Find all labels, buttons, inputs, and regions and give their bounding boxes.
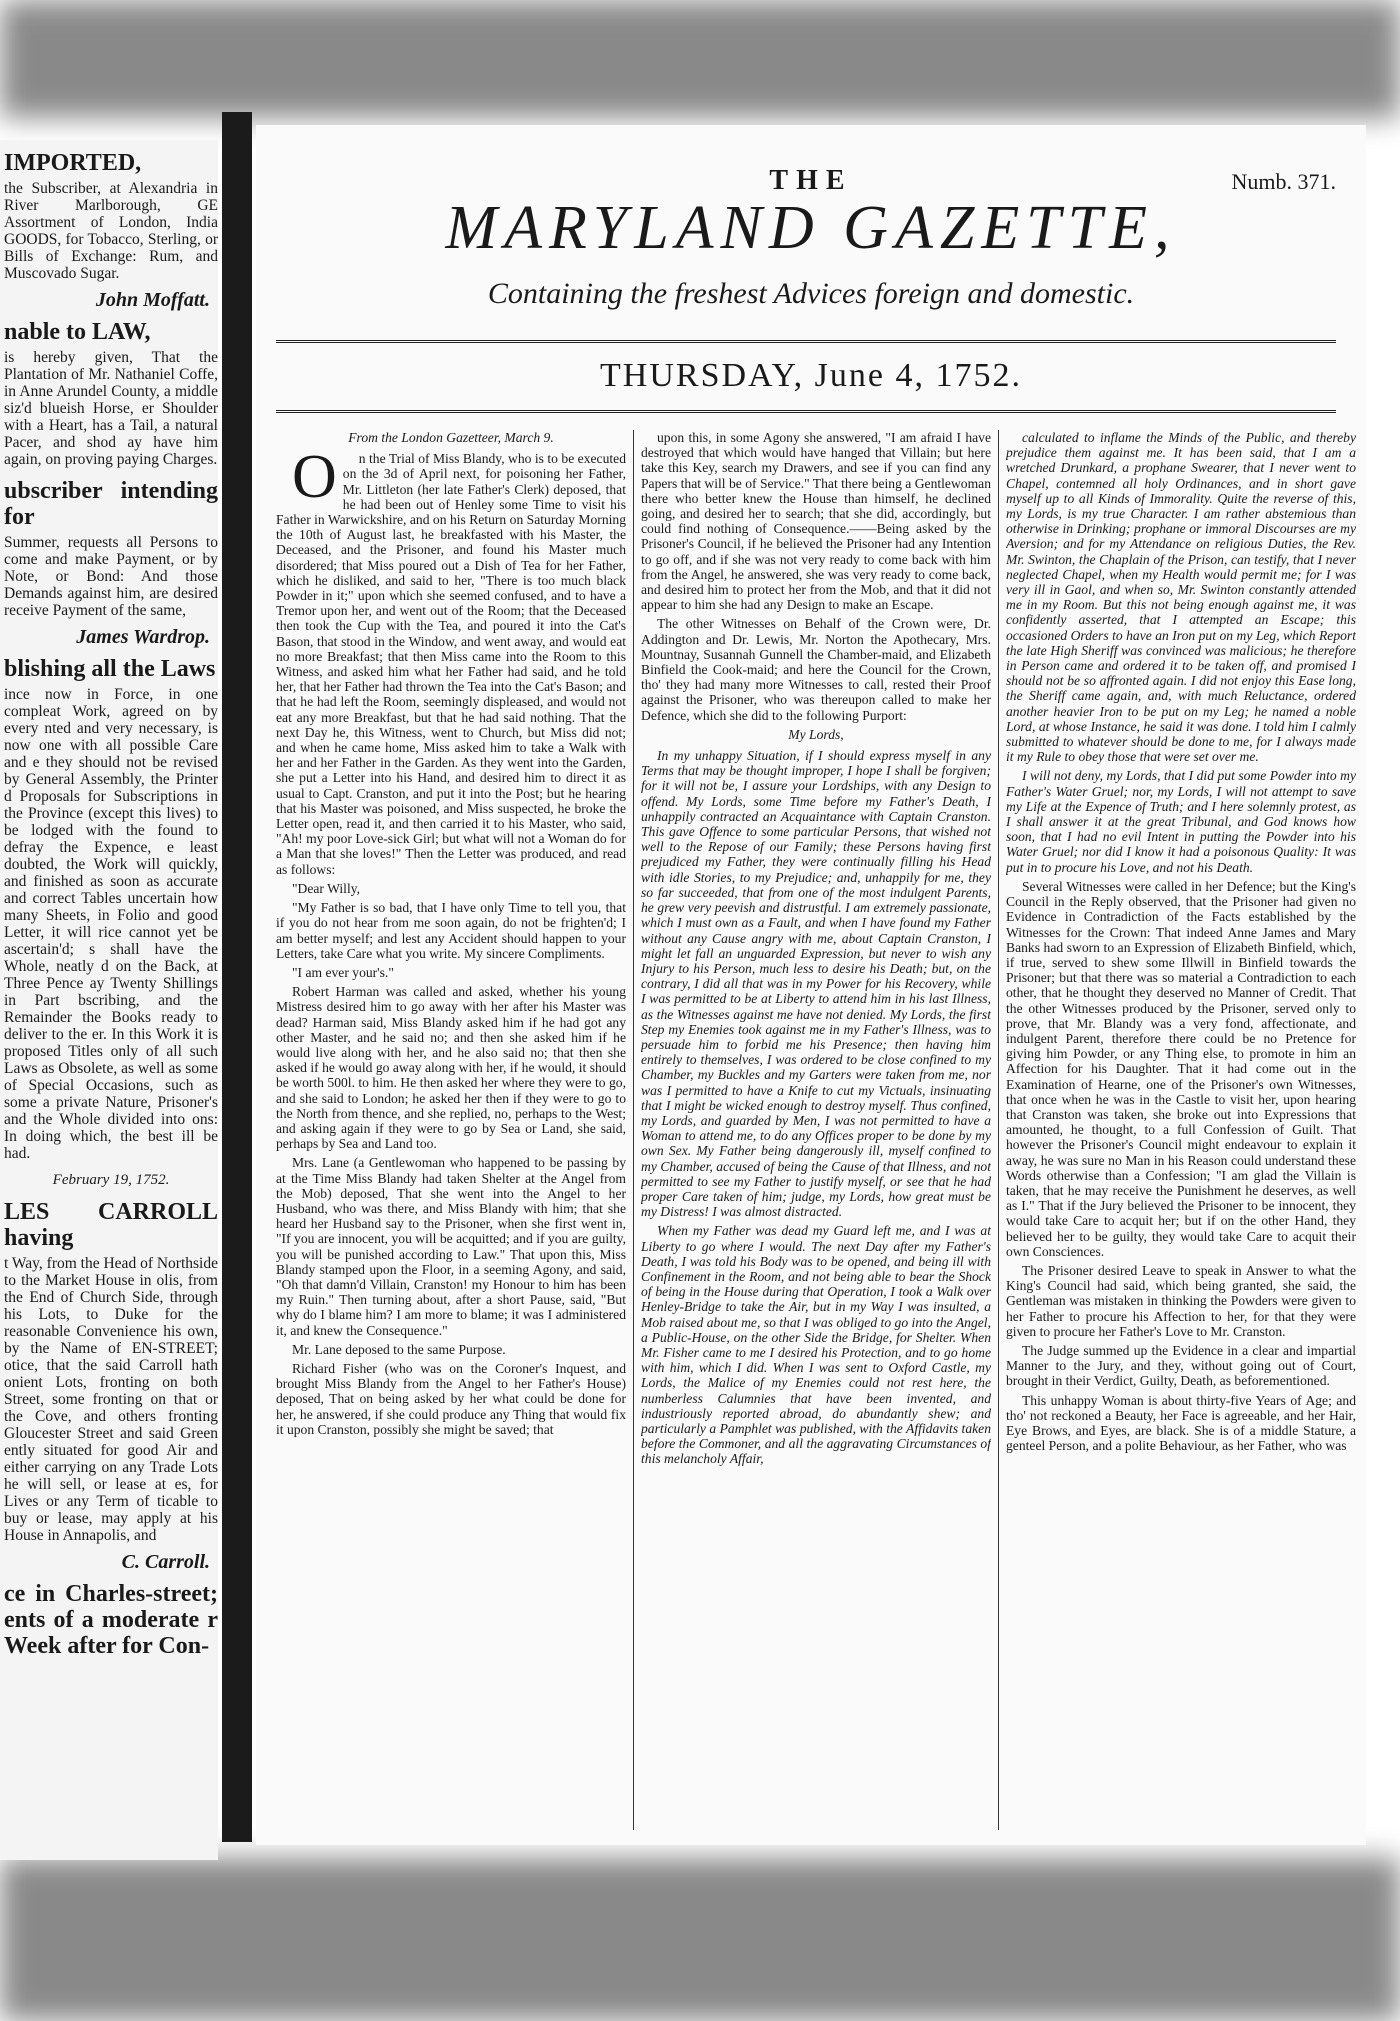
- paragraph: From the London Gazetteer, March 9.: [348, 430, 554, 445]
- paragraph: In my unhappy Situation, if I should express myself in any Terms that may be thought improper, I hope I shall be forgiven; for it will not be, I assure your Lordships, with any Design to offend. My Lords, some Time before my Father's Death, I unhappily contracted an Acquaintance with Captain Cranston. This gave Offence to some particular Persons, that wished not well to the Repose of our Family; these Persons having first prejudiced my Father, they were continually filling his Head with idle Stories, to my Prejudice; and, unhappily for me, they so far succeeded, that from one of the most indulgent Parents, he grew very peevish and distrustful. I am extremely passionate, which I must own as a Fault, and when I have found my Father without any Cause angry with me, about Captain Cranston, I might let fall an unguarded Expression, but never to wish any Injury to his Person, much less to desire his Death; but, on the contrary, I did all that was in my Power for his Recovery, while I was permitted to be at Liberty to attend him in his last Illness, as the Witnesses against me have not denied. My Lords, the first Step my Enemies took against me in my Father's Illness, was to persuade him to forbid me his Presence; then having him entirely to themselves, I was ordered to be close confined to my Chamber, my Buckles and my Garters were taken from me, nor was I permitted to have a Knife to cut my Victuals, insinuating that I might be wicked enough to destroy myself. Thus confined, my Lords, and guarded by Men, I was not permitted to have a Woman to attend me, to do any Offices proper to be done by my own Sex. My Father being dangerously ill, myself confined to my Chamber, accused of being the Cause of that Illness, and not permitted to see my Father to justify myself, or see that he had proper Care taken of him; judge, my Lords, how great must be my Distress! I was almost distracted.: [641, 748, 991, 1220]
- paragraph: upon this, in some Agony she answered, "I am afraid I have destroyed that which would have hanged that Villain; but here take this Key, search my Drawers, and see if you can find any Papers that will be of Service." That there being a Gentlewoman there who better knew the House than himself, he declined going, and desired her to search; that she did, accordingly, but could find nothing of Consequence.——Being asked by the Prisoner's Council, if he believed the Prisoner had any Intention to go off, and if she was not very ready to come back with him from the Angel, he answered, she was very ready to come back, and desired him to protect her from the Mob, and that it did not appear to him she had any Design to make an Escape.: [641, 430, 991, 613]
- page-gutter: [222, 112, 252, 1842]
- article-column-1: [276, 430, 626, 1840]
- paragraph: This unhappy Woman is about thirty-five Years of Age; and tho' not reckoned a Beauty, her Face is agreeable, and her Hair, Eye Brows, and Eyes, are black. She is of a middle Stature, a genteel Person, and a polite Behaviour, as her Father, who was: [1006, 1392, 1356, 1454]
- left-text-12: t Way, from the Head of Northside to the Market House in olis, from the End of Church Side, through his Lots, to Duke for the reasonable Convenience his own, by the Name of EN-STREET; otice, that the said Carroll hath onient Lots, fronting on both Street, some fronting on that or the Cove, and others fronting Gloucester Street and said Green ently situated for good Air and either carrying on any Trade Lots he will sell, or lease at es, for Lives or any Term of ticable to buy or lease, may apply at his House in Annapolis, and: [4, 1255, 218, 1544]
- left-big-11: LES CARROLL having: [4, 1199, 218, 1251]
- left-big-14: ce in Charles-street; ents of a moderate r Week after for Con-: [4, 1581, 218, 1659]
- left-page-fragment: [0, 140, 218, 1860]
- paragraph: "My Father is so bad, that I have only Time to tell you, that if you do not hear from me soon again, do not be frighten'd; I am better myself; and lest any Accident should happen to your Letters, take Care what you write. My sincere Compliments.: [276, 900, 626, 961]
- article-column-2: [641, 430, 991, 1840]
- paragraph: When my Father was dead my Guard left me, and I was at Liberty to go where I would. The next Day after my Father's Death, I was told his Body was to be opened, and being ill with Confinement in the Room, and not being able to bear the Shock of being in the House during that Operation, I took a Walk over Henley-Bridge to take the Air, but in my Way I was insulted, a Mob raised about me, so that I was obliged to go into the Angel, a Public-House, on the other Side the Bridge, for Shelter. When Mr. Fisher came to me I desired his Protection, and to go home with him, which I did. When I was sent to Oxford Castle, my Lords, the Malice of my Enemies could not rest here, the numberless Calumnies that have been invented, and industriously reported abroad, do abundantly shew; and particularly a Pamphlet was published, with the Affidavits taken before the Commoner, and all the aggravating Circumstances of this melancholy Affair,: [641, 1223, 991, 1467]
- rule-bottom: [276, 410, 1336, 413]
- left-big-5: ubscriber intending for: [4, 478, 218, 530]
- paragraph: On the Trial of Miss Blandy, who is to be executed on the 3d of April next, for poisoning her Father, Mr. Littleton (her late Father's Clerk) deposed, that he had been out of Henley some Time to visit his Father in Warwickshire, and on his Return on Saturday Morning the 10th of August last, he breakfasted with his Master, the Deceased, and the Prisoner, and found his Master much disordered; that Miss poured out a Dish of Tea for her Father, which he disliked, and said to her, "There is too much black Powder in it;" upon which she seemed confused, and to have a Tremor upon her, and went out of the Room; that the Deceased then took the Cup with the Tea, and poured it into the Cat's Bason, that stood in the Window, and went away, and would eat no more Breakfast; that then Miss came into the Room to this Witness, and asked him what her Father had said, and he told her, that her Father had thrown the Tea into the Cat's Bason; and that he had left the Room, seemingly displeased, and would not eat any more Breakfast, but that he had said nothing. That the next Day he, this Witness, went to Church, but Miss did not; and when he came home, Miss asked him to take a Walk with her and her Father in the Garden. As they went into the Garden, she put a Letter into his Hand, and desired him to direct it as usual to Capt. Cranston, and put it into the Post; but he hearing that his Master was poisoned, and Miss suspected, he broke the Letter open, read it, and then carried it to his Master, who said, "Ah! my poor Love-sick Girl; but what will not a Woman do for a Man that she loves!" Then the Letter was produced, and read as follows:: [276, 443, 626, 877]
- paragraph: "Dear Willy,: [292, 880, 361, 896]
- left-big-0: IMPORTED,: [4, 150, 142, 176]
- left-sig-2: John Moffatt.: [95, 289, 210, 311]
- scan-shadow-top: [0, 0, 1400, 118]
- paragraph: I will not deny, my Lords, that I did put some Powder into my Father's Water Gruel; nor, my Lords, I will not attempt to save my Life at the Expence of Truth; and I here solemnly protest, as I shall answer it at the great Tribunal, and God knows how soon, that I had no evil Intent in putting the Powder into his Water Gruel; nor did I know it had a poisonous Quality: It was put in to procure his Love, and not his Death.: [1006, 768, 1356, 875]
- gazette-page: [256, 125, 1366, 1845]
- masthead-subtitle: Containing the freshest Advices foreign and domestic.: [487, 277, 1135, 310]
- left-text-6: Summer, requests all Persons to come and make Payment, or by Note, or Bond: And those Demands against him, are desired receive Payment of the same,: [4, 534, 218, 619]
- masthead-the: THE: [769, 165, 853, 196]
- column-divider: [633, 430, 634, 1830]
- left-text-9: ince now in Force, in one compleat Work, agreed on by every nted and very necessary, is now one with all possible Care and e they should not be revised by General Assembly, the Printer d Proposals for Subscriptions in the Province (except this lives) to be lodged with the found to defray the Expence, e least doubted, the Work will quickly, and finished as soon as accurate and correct Tables uncertain how many Sheets, in Folio and good Letter, it will rice cannot yet be ascertain'd; s shall have the Whole, neatly d on the Back, at Three Pence ay Twenty Shillings in Part bscribing, and the Remainder the Books ready to deliver to the er. In this Work it is proposed Titles only of all such Laws as Obsolete, as well as some of Special Occasions, such as some a private Nature, Prisoner's and the Whole divided into ons: In doing which, the best ill be had.: [4, 686, 218, 1162]
- paragraph: Robert Harman was called and asked, whether his young Mistress desired him to go away with her after his Master was dead? Harman said, Miss Blandy asked him if he had got any other Master, and he said no; and then she asked him if he would live along with her, and he also said no; that then she asked if he would go away along with her, if he would, it should be worth 500l. to him. He then asked her where they were to go, and she said to London; he asked her then if they were to go to the North from thence, and she replied, no, perhaps to the West; and asking again if they were to go by Sea or Land, she said, perhaps by Sea and Land too.: [276, 984, 626, 1152]
- paragraph: The other Witnesses on Behalf of the Crown were, Dr. Addington and Dr. Lewis, Mr. Norton the Apothecary, Mrs. Mountnay, Susannah Gunnell the Chamber-maid, and Elizabeth Binfield the Cook-maid; and here the Council for the Crown, tho' they had many more Witnesses to call, rested their Proof against the Prisoner, who was thereupon called to make her Defence, which she did to the following Purport:: [641, 616, 991, 723]
- paragraph: calculated to inflame the Minds of the Public, and thereby prejudice them against me. It has been said, that I am a wretched Drunkard, a prophane Swearer, that I never went to Chapel, contemned all holy Ordinances, and in short gave myself up to all Kinds of Immorality. Quite the reverse of this, my Lords, is my true Character. I am rather abstemious than otherwise in Drinking; prophane or immoral Discourses are my Aversion; and for my Attendance on religious Duties, the Rev. Mr. Swinton, the Chaplain of the Prison, can testify, that I never neglected Chapel, when my Health would permit me; for I was very ill in Gaol, and when so, Mr. Swinton constantly attended me in my Room. But this not being enough against me, it was confidently asserted, that I attempted an Escape; this occasioned Orders to have an Iron put on my Leg, which Report the late High Sheriff was convinced was malicious; he therefore in Person came and ordered it to be taken off, and promised I should not be so affronted again. I did not enjoy this Ease long, the Sheriff came again, and, with much Reluctance, ordered another heavier Iron to be put on my Leg; he named a noble Lord, at whose Instance, he said it was done. I told him I calmly submitted to whatever should be done to me, for I always made it my Rule to obey those that were set over me.: [1006, 430, 1356, 765]
- left-text-4: is hereby given, That the Plantation of Mr. Nathaniel Coffe, in Anne Arundel County, a middle siz'd blueish Horse, er Shoulder with a Heart, has a Tail, a natural Pacer, and shod ay have him again, on proving paying Charges.: [4, 349, 218, 468]
- article-column-3: [1006, 430, 1356, 1840]
- paragraph: The Judge summed up the Evidence in a clear and impartial Manner to the Jury, and they, without going out of Court, brought in their Verdict, Guilty, Death, as beforementioned.: [1006, 1342, 1356, 1389]
- paragraph: Richard Fisher (who was on the Coroner's Inquest, and brought Miss Blandy from the Angel to her Father's House) deposed, That on being asked by her what could be done for her, he answered, if she could produce any Thing that would fix it upon Cranston, possibly she might be saved; that: [276, 1360, 626, 1437]
- rule-top: [276, 340, 1336, 343]
- left-sig-7: James Wardrop.: [76, 626, 210, 648]
- paragraph: My Lords,: [788, 726, 844, 742]
- left-big-3: nable to LAW,: [4, 319, 151, 345]
- left-sig-13: C. Carroll.: [121, 1551, 210, 1573]
- paragraph: The Prisoner desired Leave to speak in Answer to what the King's Council had said, which being granted, she said, the Gentleman was mistaken in thinking the Powders were given to her Father to procure his Affection to her, for that they were given to procure her Father's Love to Mr. Cranston.: [1006, 1262, 1356, 1339]
- left-big-8: blishing all the Laws: [4, 656, 216, 682]
- left-text-1: the Subscriber, at Alexandria in River Marlborough, GE Assortment of London, India GOODS, for Tobacco, Sterling, or Bills of Exchange: Rum, and Muscovado Sugar.: [4, 180, 218, 282]
- scan-shadow-bottom: [0, 1858, 1400, 2021]
- left-date-10: February 19, 1752.: [52, 1172, 170, 1188]
- paragraph: Mrs. Lane (a Gentlewoman who happened to be passing by at the Time Miss Blandy had taken Shelter at the Angel from the Mob) deposed, That she went into the Angel to her Husband, who was there, and Miss Blandy with him; that she heard her Husband say to the Prisoner, when she first went in, "If you are innocent, you will be acquitted; and if you are guilty, you will be punished according to Law." That upon this, Miss Blandy stamped upon the Floor, in a seeming Agony, and said, "Oh that damn'd Villain, Cranston! my Honour to him has been my Ruin." Then turning about, after a short Pause, said, "But why do I blame him? I am more to blame; it was I administered it, and knew the Consequence.": [276, 1155, 626, 1338]
- issue-number: Numb. 371.: [1231, 169, 1336, 194]
- masthead-title: MARYLAND GAZETTE,: [445, 194, 1177, 262]
- paragraph: "I am ever your's.": [292, 964, 394, 980]
- paragraph: Several Witnesses were called in her Defence; but the King's Council in the Reply observed, that the Prisoner had given no Evidence in Contradiction of the Facts established by the Witnesses for the Crown: That indeed Anne James and Mary Banks had sworn to an Expression of Elizabeth Binfield, which, if true, served to shew some Illwill in Binfield towards the Prisoner; but that there was so material a Contradiction to each other, that he thought they deserved no Manner of Credit. That the other Witnesses produced by the Prisoner, served only to prove, that Mr. Blandy was a very fond, affectionate, and indulgent Parent, therefore there could be no Pretence for giving him Powder, or any Thing else, to promote in him an Affection for his Daughter. That it had come out in the Examination of Hearne, one of the Prisoner's own Witnesses, that once when he was in the Castle to visit her, upon hearing that Cranston was taken, she broke out into Expressions that amounted, he thought, to a full Confession of Guilt. That however the Prisoner's Council might endeavour to explain it away, he was sure no Man in his Reason could understand these Words otherwise than a Confession; "I am glad the Villain is taken, that he may receive the Punishment he deserves, as well as I." That if the Jury believed the Prisoner to be innocent, they would take Care to acquit her; but if on the other Hand, they believed her to be guilty, they would take Care to acquit their own Consciences.: [1006, 878, 1356, 1259]
- paragraph: Mr. Lane deposed to the same Purpose.: [292, 1341, 506, 1357]
- issue-date: THURSDAY, June 4, 1752.: [600, 357, 1022, 394]
- column-divider: [998, 430, 999, 1830]
